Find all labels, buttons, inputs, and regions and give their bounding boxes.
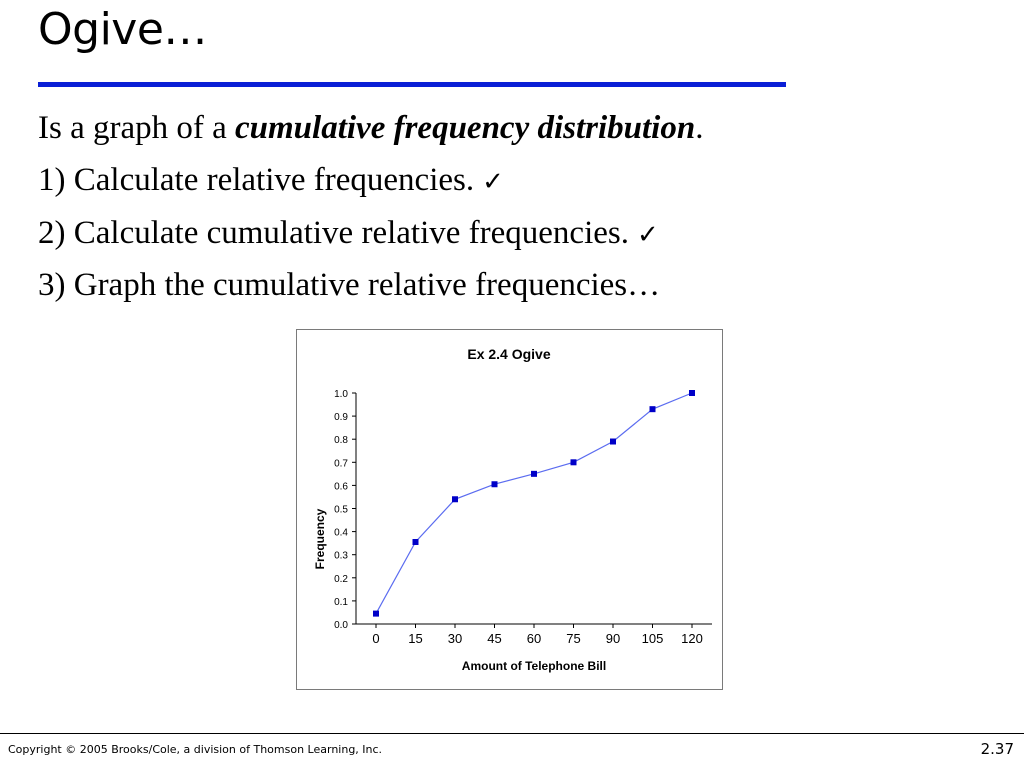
intro-suffix: .	[695, 110, 704, 146]
intro-line	[38, 110, 703, 147]
x-tick-label: 30	[447, 631, 463, 646]
data-point	[413, 539, 419, 545]
step-2-text: 2) Calculate cumulative relative frequencies.	[38, 215, 629, 251]
data-point	[452, 496, 458, 502]
y-tick-label: 0.0	[334, 620, 348, 631]
checkmark-icon: ✓	[636, 220, 659, 250]
data-point	[571, 459, 577, 465]
copyright-notice: Copyright © 2005 Brooks/Cole, a division of Thomson Learning, Inc.	[8, 743, 383, 756]
slide-title: Ogive…	[38, 4, 207, 55]
x-tick-label: 120	[681, 631, 703, 646]
data-point	[610, 439, 616, 445]
data-point	[492, 481, 498, 487]
intro-emphasis: cumulative frequency distribution	[235, 110, 696, 146]
checkmark-icon: ✓	[482, 167, 504, 197]
y-tick-label: 0.4	[334, 527, 348, 539]
slide-number: 2.37	[980, 740, 1014, 758]
data-point	[373, 611, 379, 617]
x-tick-label: 90	[605, 631, 621, 646]
x-axis-label: Amount of Telephone Bill	[461, 659, 607, 673]
footer-divider	[0, 733, 1024, 734]
chart-title: Ex 2.4 Ogive	[467, 346, 551, 362]
y-tick-label: 0.3	[334, 550, 348, 562]
y-tick-label: 0.7	[334, 458, 348, 470]
y-tick-label: 0.5	[334, 504, 348, 516]
y-axis-label: Frequency	[313, 508, 327, 570]
x-tick-label: 45	[487, 631, 502, 646]
y-tick-label: 0.8	[334, 435, 348, 447]
y-tick-label: 0.1	[334, 596, 348, 608]
y-tick-label: 0.6	[334, 481, 348, 493]
data-point	[689, 390, 695, 396]
x-tick-label: 75	[566, 631, 581, 646]
ogive-chart	[296, 329, 723, 690]
step-2	[38, 215, 659, 252]
y-tick-label: 1.0	[334, 389, 348, 400]
title-underline	[38, 82, 786, 87]
step-1	[38, 162, 504, 199]
intro-prefix: Is a graph of a	[38, 110, 236, 146]
y-tick-label: 0.2	[334, 573, 348, 585]
x-tick-label: 0	[372, 631, 380, 646]
step-3	[38, 267, 660, 304]
data-point	[531, 471, 537, 477]
x-tick-label: 15	[408, 631, 423, 646]
step-3-text: 3) Graph the cumulative relative frequencies…	[38, 267, 661, 303]
step-1-text: 1) Calculate relative frequencies.	[38, 162, 475, 198]
y-tick-label: 0.9	[334, 412, 348, 424]
x-tick-label: 105	[641, 631, 664, 646]
data-point	[650, 406, 656, 412]
x-tick-label: 60	[526, 631, 542, 646]
